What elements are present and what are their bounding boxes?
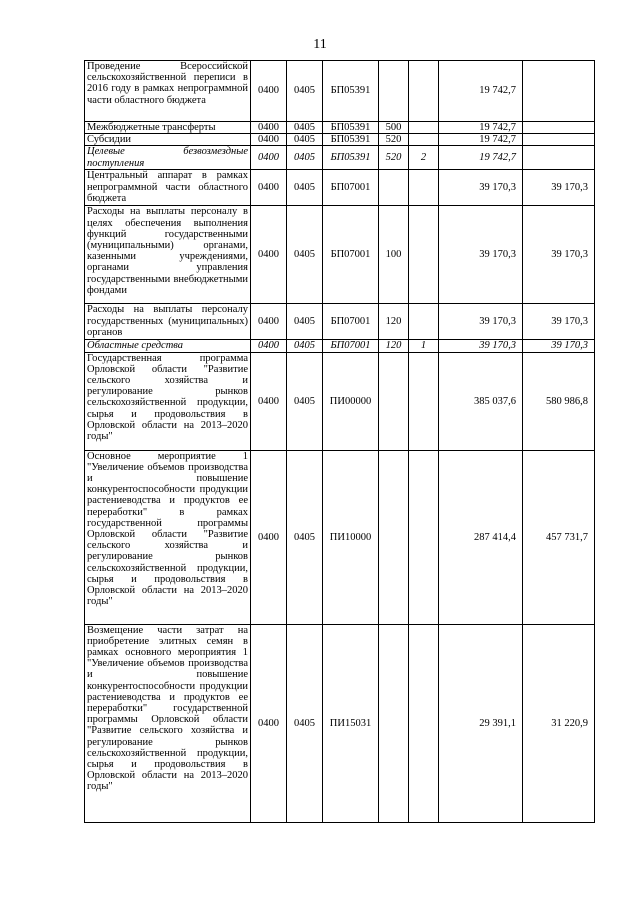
expense-type-code: 520 xyxy=(379,146,409,170)
amount-1: 287 414,4 xyxy=(439,450,523,624)
target-code: БП05391 xyxy=(323,146,379,170)
amount-2 xyxy=(523,61,595,122)
amount-1: 19 742,7 xyxy=(439,61,523,122)
row-name: Межбюджетные трансферты xyxy=(85,122,251,134)
section-code: 0400 xyxy=(251,340,287,352)
amount-2: 39 170,3 xyxy=(523,304,595,340)
target-code: БП07001 xyxy=(323,340,379,352)
section-code: 0400 xyxy=(251,146,287,170)
expense-type-code xyxy=(379,624,409,822)
target-code: БП05391 xyxy=(323,134,379,146)
subsection-code: 0405 xyxy=(287,206,323,304)
source-code xyxy=(409,624,439,822)
subsection-code: 0405 xyxy=(287,122,323,134)
table-row xyxy=(85,624,595,822)
row-name: Основное мероприятие 1 "Увеличение объемов производства и повышение конкурентоспособности продукции растениеводства и продуктов ее переработки" в рамках государственной программы Орловской области "Развитие сельского хозяйства и регулирование рынков сельскохозяйственной продукции, сырья и продовольствия в Орловской области на 2013–2020 годы" xyxy=(85,450,251,624)
amount-2: 39 170,3 xyxy=(523,340,595,352)
row-name: Возмещение части затрат на приобретение элитных семян в рамках основного мероприятия 1 "Увеличение объемов производства и повышение конкурентоспособности продукции растениеводства и продуктов ее переработки" государственной программы Орловской области "Развитие сельского хозяйства и регулирование рынков сельскохозяйственной продукции, сырья и продовольствия в Орловской области на 2013–2020 годы" xyxy=(85,624,251,822)
expense-type-code: 120 xyxy=(379,340,409,352)
amount-1: 19 742,7 xyxy=(439,146,523,170)
target-code: БП07001 xyxy=(323,304,379,340)
target-code: БП07001 xyxy=(323,206,379,304)
table-row xyxy=(85,340,595,352)
target-code: БП05391 xyxy=(323,122,379,134)
row-name: Центральный аппарат в рамках непрограммной части областного бюджета xyxy=(85,170,251,206)
page-number: 11 xyxy=(313,37,327,52)
table-row xyxy=(85,352,595,450)
table-row xyxy=(85,206,595,304)
expense-type-code: 100 xyxy=(379,206,409,304)
amount-1: 39 170,3 xyxy=(439,340,523,352)
amount-2: 39 170,3 xyxy=(523,170,595,206)
section-code: 0400 xyxy=(251,170,287,206)
table-row xyxy=(85,304,595,340)
source-code xyxy=(409,122,439,134)
source-code: 1 xyxy=(409,340,439,352)
table-row xyxy=(85,146,595,170)
row-name: Областные средства xyxy=(85,340,251,352)
amount-2 xyxy=(523,134,595,146)
amount-1: 39 170,3 xyxy=(439,206,523,304)
expense-type-code xyxy=(379,352,409,450)
amount-1: 39 170,3 xyxy=(439,304,523,340)
row-name: Расходы на выплаты персоналу государственных (муниципальных) органов xyxy=(85,304,251,340)
source-code: 2 xyxy=(409,146,439,170)
table-row xyxy=(85,170,595,206)
table-row xyxy=(85,61,595,122)
row-name: Субсидии xyxy=(85,134,251,146)
amount-2: 39 170,3 xyxy=(523,206,595,304)
section-code: 0400 xyxy=(251,122,287,134)
row-name: Расходы на выплаты персоналу в целях обеспечения выполнения функций государственными (муниципальными) органами, казенными учреждениями, органами управления государственными внебюджетными фондами xyxy=(85,206,251,304)
subsection-code: 0405 xyxy=(287,624,323,822)
source-code xyxy=(409,61,439,122)
subsection-code: 0405 xyxy=(287,134,323,146)
source-code xyxy=(409,304,439,340)
subsection-code: 0405 xyxy=(287,304,323,340)
source-code xyxy=(409,134,439,146)
row-name: Государственная программа Орловской области "Развитие сельского хозяйства и регулирование рынков сельскохозяйственной продукции, сырья и продовольствия в Орловской области на 2013–2020 годы" xyxy=(85,352,251,450)
budget-table xyxy=(84,60,595,823)
expense-type-code xyxy=(379,61,409,122)
expense-type-code: 120 xyxy=(379,304,409,340)
section-code: 0400 xyxy=(251,450,287,624)
target-code: ПИ00000 xyxy=(323,352,379,450)
amount-1: 385 037,6 xyxy=(439,352,523,450)
amount-2: 457 731,7 xyxy=(523,450,595,624)
subsection-code: 0405 xyxy=(287,170,323,206)
amount-2 xyxy=(523,146,595,170)
subsection-code: 0405 xyxy=(287,340,323,352)
source-code xyxy=(409,206,439,304)
row-name: Проведение Всероссийской сельскохозяйственной переписи в 2016 году в рамках непрограммной части областного бюджета xyxy=(85,61,251,122)
amount-2: 580 986,8 xyxy=(523,352,595,450)
table-row xyxy=(85,450,595,624)
table-row xyxy=(85,122,595,134)
section-code: 0400 xyxy=(251,352,287,450)
section-code: 0400 xyxy=(251,61,287,122)
section-code: 0400 xyxy=(251,304,287,340)
section-code: 0400 xyxy=(251,134,287,146)
row-name: Целевые безвозмездные поступления xyxy=(85,146,251,170)
target-code: БП07001 xyxy=(323,170,379,206)
target-code: ПИ10000 xyxy=(323,450,379,624)
expense-type-code xyxy=(379,170,409,206)
subsection-code: 0405 xyxy=(287,146,323,170)
expense-type-code: 520 xyxy=(379,134,409,146)
amount-2: 31 220,9 xyxy=(523,624,595,822)
amount-1: 19 742,7 xyxy=(439,122,523,134)
section-code: 0400 xyxy=(251,624,287,822)
expense-type-code xyxy=(379,450,409,624)
expense-type-code: 500 xyxy=(379,122,409,134)
source-code xyxy=(409,450,439,624)
source-code xyxy=(409,352,439,450)
table-row xyxy=(85,134,595,146)
source-code xyxy=(409,170,439,206)
subsection-code: 0405 xyxy=(287,352,323,450)
subsection-code: 0405 xyxy=(287,61,323,122)
amount-1: 29 391,1 xyxy=(439,624,523,822)
target-code: ПИ15031 xyxy=(323,624,379,822)
amount-1: 19 742,7 xyxy=(439,134,523,146)
section-code: 0400 xyxy=(251,206,287,304)
amount-1: 39 170,3 xyxy=(439,170,523,206)
target-code: БП05391 xyxy=(323,61,379,122)
amount-2 xyxy=(523,122,595,134)
subsection-code: 0405 xyxy=(287,450,323,624)
